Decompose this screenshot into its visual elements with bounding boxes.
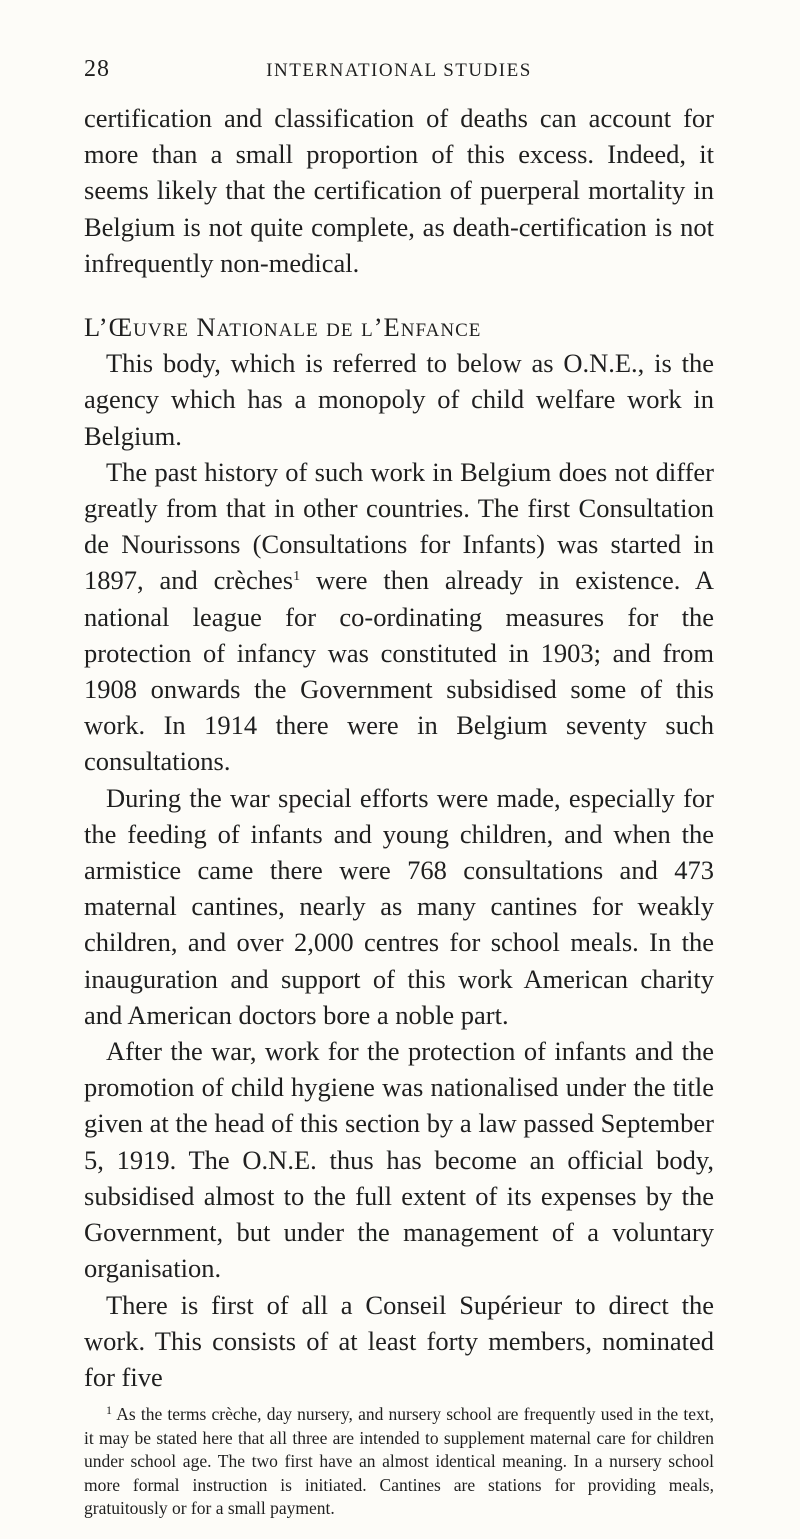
paragraph xyxy=(84,454,714,780)
page-number: 28 xyxy=(84,56,110,82)
paragraph: certification and classification of deaths can account for more than a small proportion of this excess. Indeed, it seems likely that the certification of puerperal mortality in Belgium is not quite complete, as death-certification is not infrequently non-medical. xyxy=(84,103,714,278)
paragraph-text: The past history of such work in Belgium does not differ greatly from that in other countries. The first Consultation de Nourissons (Consultations for Infants) was started in 1897, and crèches xyxy=(84,456,714,596)
footnote-reference: 1 xyxy=(293,569,301,585)
footnote xyxy=(84,1403,714,1521)
section-heading: L’Œuvre Nationale de l’Enfance xyxy=(84,312,482,343)
running-head: INTERNATIONAL STUDIES xyxy=(266,60,532,81)
body-text xyxy=(84,100,714,1395)
footnote-text: As the terms crèche, day nursery, and nursery school are frequently used in the text, it may be stated here that all three are intended to supplement maternal care for children under school age. The two first have an almost identical meaning. In a nursery school more formal instruction is initiated. Cantines are stations for providing meals, gratuitously or for a small payment. xyxy=(84,1404,714,1519)
paragraph: There is first of all a Conseil Supérieur to direct the work. This consists of at least forty members, nominated for five xyxy=(84,1289,714,1392)
paragraph: After the war, work for the protection of infants and the promotion of child hygiene was nationalised under the title given at the head of this section by a law passed September 5, 1919. The O.N.E. thus has become an official body, subsidised almost to the full extent of its expenses by the Government, but under the management of a voluntary organisation. xyxy=(84,1036,714,1284)
page-header xyxy=(84,56,714,92)
footnote-marker: 1 xyxy=(106,1403,112,1418)
paragraph: This body, which is referred to below as O.N.E., is the agency which has a monopoly of child welfare work in Belgium. xyxy=(84,348,714,451)
paragraph-text: were then already in existence. A national league for co-ordinating measures for the protection of infancy was constituted in 1903; and from 1908 onwards the Government subsidised some of this work. In 1914 there were in Belgium seventy such consultations. xyxy=(84,565,714,777)
paragraph: During the war special efforts were made, especially for the feeding of infants and young children, and when the armistice came there were 768 consultations and 473 maternal cantines, nearly as many cantines for weakly children, and over 2,000 centres for school meals. In the inauguration and support of this work American charity and American doctors bore a noble part. xyxy=(84,782,714,1030)
book-page xyxy=(84,56,714,1539)
